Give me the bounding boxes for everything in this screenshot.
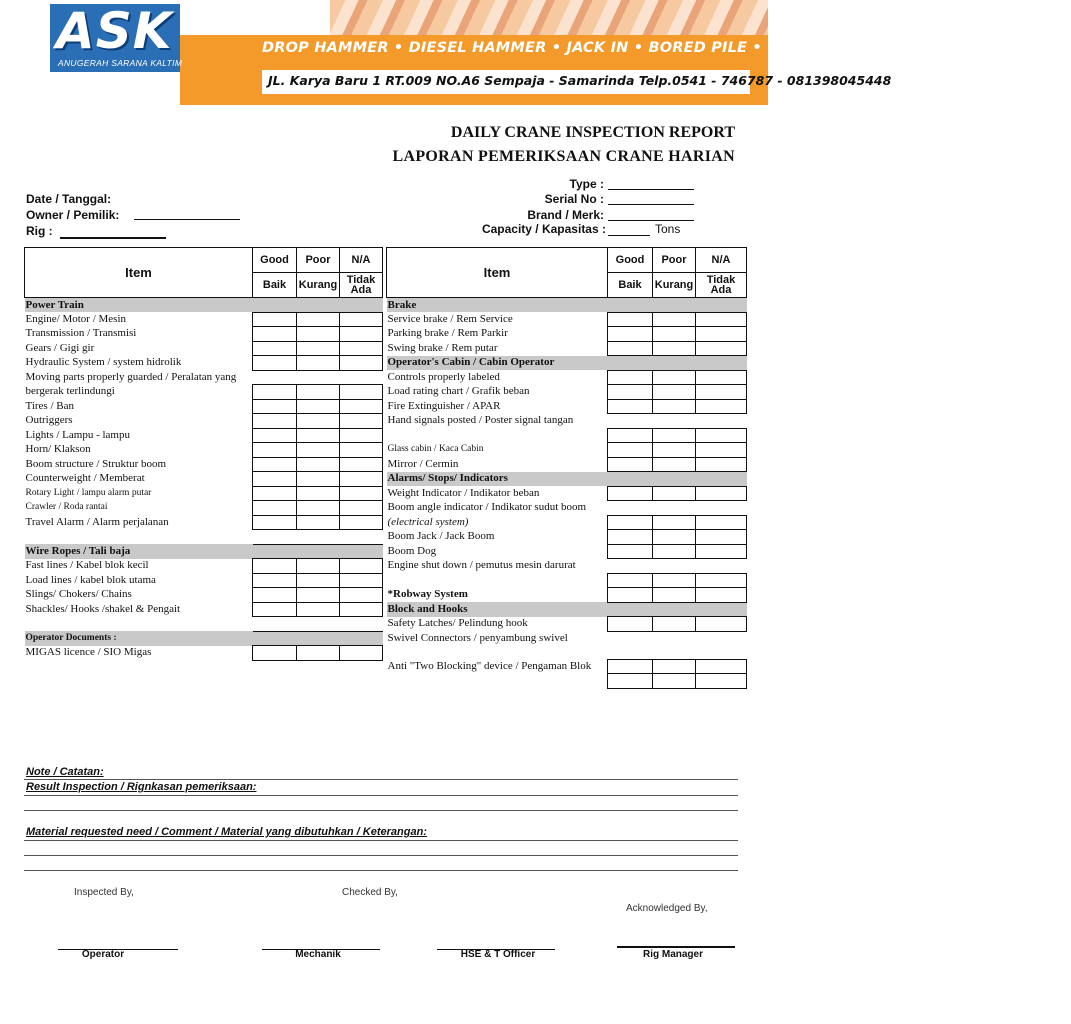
left-inspection-table bbox=[24, 247, 383, 674]
item-label bbox=[387, 573, 608, 588]
item-label: Parking brake / Rem Parkir bbox=[387, 327, 608, 342]
check-good[interactable] bbox=[253, 602, 297, 617]
check-poor[interactable] bbox=[653, 428, 696, 443]
table-row bbox=[387, 428, 747, 443]
check-na[interactable] bbox=[340, 356, 383, 371]
check-na[interactable] bbox=[696, 428, 747, 443]
check-na[interactable] bbox=[340, 501, 383, 516]
check-poor[interactable] bbox=[653, 385, 696, 400]
item-label: Engine shut down / pemutus mesin darurat bbox=[387, 559, 576, 572]
item-label: Shackles/ Hooks /shakel & Pengait bbox=[25, 602, 253, 617]
item-label: Crawler / Roda rantai bbox=[25, 501, 253, 516]
check-na[interactable] bbox=[696, 370, 747, 385]
address-box bbox=[262, 70, 892, 94]
item-label: Safety Latches/ Pelindung hook bbox=[387, 617, 608, 632]
rig-label: Rig : bbox=[26, 224, 53, 238]
type-label: Type : bbox=[569, 177, 604, 191]
check-na bbox=[696, 298, 747, 313]
check-good bbox=[608, 602, 653, 617]
result-line-1[interactable] bbox=[24, 795, 738, 796]
item-label bbox=[387, 428, 608, 443]
check-na[interactable] bbox=[340, 385, 383, 400]
report-title-en: DAILY CRANE INSPECTION REPORT bbox=[450, 124, 735, 141]
table-row bbox=[25, 385, 383, 400]
check-poor[interactable] bbox=[297, 457, 340, 472]
check-na[interactable] bbox=[696, 617, 747, 632]
item-label: Rotary Light / lampu alarm putar bbox=[25, 486, 253, 501]
check-good[interactable] bbox=[253, 457, 297, 472]
section-header-row bbox=[25, 631, 383, 646]
tons-unit: Tons bbox=[655, 222, 681, 236]
table-row bbox=[25, 472, 383, 487]
table-row bbox=[25, 530, 383, 545]
table-row bbox=[387, 370, 747, 385]
check-na bbox=[696, 602, 747, 617]
mechanic-label: Mechanik bbox=[295, 949, 341, 960]
check-poor[interactable] bbox=[653, 544, 696, 559]
check-good[interactable] bbox=[608, 530, 653, 545]
material-line-3[interactable] bbox=[24, 870, 738, 871]
na-header: N/A bbox=[696, 248, 747, 273]
check-good[interactable] bbox=[253, 501, 297, 516]
good-header: Good bbox=[608, 248, 653, 273]
table-row bbox=[387, 674, 747, 689]
check-na[interactable] bbox=[340, 312, 383, 327]
item-label: Load lines / kabel blok utama bbox=[25, 573, 253, 588]
check-poor[interactable] bbox=[297, 515, 340, 530]
header-decoration bbox=[330, 0, 768, 36]
good-header: Good bbox=[253, 248, 297, 273]
check-poor[interactable] bbox=[297, 602, 340, 617]
item-label: Transmission / Transmisi bbox=[25, 327, 253, 342]
table-row bbox=[25, 617, 383, 632]
check-good bbox=[253, 298, 297, 313]
table-row bbox=[387, 573, 747, 588]
section-header-row bbox=[25, 298, 383, 313]
item-label: Boom Dog bbox=[387, 544, 608, 559]
check-good[interactable] bbox=[608, 341, 653, 356]
check-na bbox=[696, 472, 747, 487]
material-line-1[interactable] bbox=[24, 840, 738, 841]
item-label: MIGAS licence / SIO Migas bbox=[25, 646, 253, 661]
check-good[interactable] bbox=[608, 443, 653, 458]
check-na[interactable] bbox=[696, 530, 747, 545]
check-good[interactable] bbox=[253, 588, 297, 603]
check-na[interactable] bbox=[696, 327, 747, 342]
check-na bbox=[340, 544, 383, 559]
item-label: Swivel Connectors / penyambung swivel bbox=[387, 631, 568, 644]
table-row bbox=[25, 399, 383, 414]
item-label bbox=[387, 674, 608, 689]
item-label: Controls properly labeled bbox=[387, 370, 608, 385]
item-label: Boom structure / Struktur boom bbox=[25, 457, 253, 472]
item-label: Gears / Gigi gir bbox=[25, 341, 253, 356]
section-title: Brake bbox=[387, 298, 608, 313]
check-poor[interactable] bbox=[297, 472, 340, 487]
kurang-header: Kurang bbox=[297, 273, 340, 298]
check-na[interactable] bbox=[340, 602, 383, 617]
check-poor bbox=[653, 602, 696, 617]
table-row bbox=[25, 428, 383, 443]
table-row bbox=[25, 457, 383, 472]
table-row bbox=[25, 573, 383, 588]
check-good[interactable] bbox=[608, 659, 653, 674]
check-poor[interactable] bbox=[297, 588, 340, 603]
check-poor[interactable] bbox=[297, 486, 340, 501]
table-row bbox=[387, 659, 747, 674]
check-poor[interactable] bbox=[297, 385, 340, 400]
check-poor[interactable] bbox=[297, 327, 340, 342]
table-row bbox=[25, 414, 383, 429]
check-good[interactable] bbox=[608, 457, 653, 472]
check-poor[interactable] bbox=[653, 573, 696, 588]
table-row bbox=[387, 588, 747, 603]
check-na[interactable] bbox=[340, 443, 383, 458]
table-row bbox=[25, 443, 383, 458]
check-good bbox=[253, 544, 297, 559]
section-header-row bbox=[25, 544, 383, 559]
table-row bbox=[387, 530, 747, 545]
check-poor[interactable] bbox=[653, 457, 696, 472]
table-row bbox=[387, 544, 747, 559]
item-label: Hydraulic System / system hidrolik bbox=[25, 356, 253, 371]
table-row bbox=[25, 588, 383, 603]
section-title: Power Train bbox=[25, 298, 253, 313]
material-line-2[interactable] bbox=[24, 855, 738, 856]
item-label: Counterweight / Memberat bbox=[25, 472, 253, 487]
check-good[interactable] bbox=[253, 356, 297, 371]
hse-officer-label: HSE & T Officer bbox=[460, 949, 536, 960]
check-good[interactable] bbox=[253, 327, 297, 342]
baik-header: Baik bbox=[253, 273, 297, 298]
item-label: bergerak terlindungi bbox=[25, 385, 253, 400]
table-row bbox=[387, 399, 747, 414]
table-row bbox=[387, 501, 747, 516]
table-row bbox=[25, 370, 383, 385]
check-good[interactable] bbox=[608, 588, 653, 603]
logo-text: ASK bbox=[56, 2, 173, 60]
tidak-ada-header: Tidak Ada bbox=[696, 273, 747, 298]
check-good[interactable] bbox=[253, 399, 297, 414]
check-good[interactable] bbox=[608, 327, 653, 342]
section-title: Wire Ropes / Tali baja bbox=[25, 544, 253, 559]
check-na[interactable] bbox=[696, 573, 747, 588]
check-na[interactable] bbox=[696, 443, 747, 458]
check-poor bbox=[297, 631, 340, 646]
item-label: Anti "Two Blocking" device / Pengaman Blok bbox=[387, 659, 608, 674]
check-poor[interactable] bbox=[653, 443, 696, 458]
section-title: Alarms/ Stops/ Indicators bbox=[387, 472, 608, 487]
check-good[interactable] bbox=[253, 428, 297, 443]
section-header-row bbox=[387, 356, 747, 371]
table-row bbox=[25, 327, 383, 342]
table-row bbox=[387, 312, 747, 327]
check-good[interactable] bbox=[253, 646, 297, 661]
table-row bbox=[387, 443, 747, 458]
check-na[interactable] bbox=[340, 428, 383, 443]
check-na bbox=[340, 631, 383, 646]
check-na[interactable] bbox=[340, 646, 383, 661]
check-na[interactable] bbox=[696, 341, 747, 356]
check-na[interactable] bbox=[340, 472, 383, 487]
table-row bbox=[387, 414, 747, 429]
check-na[interactable] bbox=[340, 414, 383, 429]
check-good[interactable] bbox=[608, 399, 653, 414]
check-poor[interactable] bbox=[297, 356, 340, 371]
check-poor[interactable] bbox=[297, 559, 340, 574]
check-poor[interactable] bbox=[653, 674, 696, 689]
check-poor[interactable] bbox=[653, 312, 696, 327]
owner-field[interactable] bbox=[134, 219, 240, 220]
check-good[interactable] bbox=[608, 544, 653, 559]
table-row bbox=[387, 645, 747, 659]
check-poor[interactable] bbox=[653, 399, 696, 414]
material-label: Material requested need / Comment / Material yang dibutuhkan / Keterangan: bbox=[26, 826, 427, 838]
check-good[interactable] bbox=[253, 559, 297, 574]
item-label: Lights / Lampu - lampu bbox=[25, 428, 253, 443]
table-row bbox=[25, 559, 383, 574]
section-header-row bbox=[387, 602, 747, 617]
check-na[interactable] bbox=[696, 588, 747, 603]
check-na[interactable] bbox=[340, 486, 383, 501]
check-good bbox=[608, 298, 653, 313]
item-label: Horn/ Klakson bbox=[25, 443, 253, 458]
item-label: Service brake / Rem Service bbox=[387, 312, 608, 327]
item-label: Moving parts properly guarded / Peralatan yang bbox=[25, 370, 237, 383]
item-label: Mirror / Cermin bbox=[387, 457, 608, 472]
result-line-2[interactable] bbox=[24, 810, 738, 811]
check-na[interactable] bbox=[340, 327, 383, 342]
check-good bbox=[608, 472, 653, 487]
check-good[interactable] bbox=[253, 486, 297, 501]
rig-manager-signature-line[interactable] bbox=[617, 946, 735, 948]
check-poor bbox=[653, 472, 696, 487]
check-poor[interactable] bbox=[297, 341, 340, 356]
table-row bbox=[387, 515, 747, 530]
check-na bbox=[340, 298, 383, 313]
check-good[interactable] bbox=[608, 312, 653, 327]
type-field[interactable] bbox=[608, 189, 694, 190]
check-good bbox=[253, 631, 297, 646]
check-poor[interactable] bbox=[653, 617, 696, 632]
check-good[interactable] bbox=[253, 573, 297, 588]
item-label: (electrical system) bbox=[387, 515, 608, 530]
section-header-row bbox=[387, 472, 747, 487]
table-row bbox=[25, 660, 383, 674]
check-na[interactable] bbox=[340, 515, 383, 530]
item-label: Tires / Ban bbox=[25, 399, 253, 414]
table-row bbox=[387, 385, 747, 400]
section-title: Block and Hooks bbox=[387, 602, 608, 617]
check-poor[interactable] bbox=[297, 312, 340, 327]
check-na[interactable] bbox=[696, 486, 747, 501]
owner-label: Owner / Pemilik: bbox=[26, 208, 120, 222]
check-good[interactable] bbox=[608, 486, 653, 501]
na-header: N/A bbox=[340, 248, 383, 273]
item-label: Glass cabin / Kaca Cabin bbox=[387, 443, 608, 458]
check-poor[interactable] bbox=[653, 530, 696, 545]
brand-field[interactable] bbox=[608, 220, 694, 221]
item-label: Travel Alarm / Alarm perjalanan bbox=[25, 515, 253, 530]
table-row bbox=[387, 617, 747, 632]
item-label: Boom Jack / Jack Boom bbox=[387, 530, 608, 545]
table-row bbox=[25, 356, 383, 371]
item-label: Outriggers bbox=[25, 414, 253, 429]
check-na[interactable] bbox=[340, 399, 383, 414]
item-label bbox=[25, 530, 383, 545]
check-poor bbox=[297, 298, 340, 313]
poor-header: Poor bbox=[653, 248, 696, 273]
check-poor[interactable] bbox=[653, 327, 696, 342]
check-poor[interactable] bbox=[653, 588, 696, 603]
check-na[interactable] bbox=[696, 385, 747, 400]
check-na[interactable] bbox=[696, 659, 747, 674]
check-na[interactable] bbox=[696, 312, 747, 327]
check-na[interactable] bbox=[696, 515, 747, 530]
item-label: Swing brake / Rem putar bbox=[387, 341, 608, 356]
table-row bbox=[387, 457, 747, 472]
services-line: DROP HAMMER • DIESEL HAMMER • JACK IN • BORED PILE • TRIPOD • SUPPLY AND CONTRACTOR bbox=[262, 40, 1071, 56]
rig-field[interactable] bbox=[60, 237, 166, 239]
check-good[interactable] bbox=[608, 428, 653, 443]
check-poor[interactable] bbox=[297, 428, 340, 443]
baik-header: Baik bbox=[608, 273, 653, 298]
check-poor[interactable] bbox=[653, 486, 696, 501]
item-label: Boom angle indicator / Indikator sudut boom bbox=[387, 501, 587, 514]
table-row bbox=[25, 515, 383, 530]
tidak-ada-header: Tidak Ada bbox=[340, 273, 383, 298]
section-header-row bbox=[387, 298, 747, 313]
check-good[interactable] bbox=[608, 370, 653, 385]
table-row bbox=[25, 486, 383, 501]
table-row bbox=[25, 501, 383, 516]
check-good bbox=[608, 356, 653, 371]
check-good[interactable] bbox=[253, 515, 297, 530]
report-title-id: LAPORAN PEMERIKSAAN CRANE HARIAN bbox=[392, 148, 735, 165]
check-good[interactable] bbox=[608, 515, 653, 530]
item-label: Fire Extinguisher / APAR bbox=[387, 399, 608, 414]
item-label: Fast lines / Kabel blok kecil bbox=[25, 559, 253, 574]
item-label: Hand signals posted / Poster signal tangan bbox=[387, 414, 574, 427]
check-poor[interactable] bbox=[297, 573, 340, 588]
acknowledged-by-label: Acknowledged By, bbox=[626, 903, 708, 914]
check-na bbox=[696, 356, 747, 371]
table-row bbox=[387, 559, 747, 574]
check-poor[interactable] bbox=[653, 515, 696, 530]
item-label: Load rating chart / Grafik beban bbox=[387, 385, 608, 400]
capacity-field[interactable] bbox=[608, 235, 650, 236]
check-good[interactable] bbox=[608, 617, 653, 632]
item-label: Slings/ Chokers/ Chains bbox=[25, 588, 253, 603]
capacity-label: Capacity / Kapasitas : bbox=[481, 222, 606, 236]
operator-label: Operator bbox=[81, 949, 125, 960]
check-good[interactable] bbox=[253, 414, 297, 429]
check-poor[interactable] bbox=[297, 501, 340, 516]
rig-manager-label: Rig Manager bbox=[642, 949, 703, 960]
note-label: Note / Catatan: bbox=[26, 766, 104, 778]
check-poor[interactable] bbox=[297, 646, 340, 661]
item-label bbox=[25, 617, 383, 632]
check-na[interactable] bbox=[340, 341, 383, 356]
serial-field[interactable] bbox=[608, 204, 694, 205]
table-row bbox=[387, 631, 747, 645]
check-poor bbox=[653, 298, 696, 313]
check-na[interactable] bbox=[340, 559, 383, 574]
item-label: *Robway System bbox=[387, 588, 608, 603]
table-row bbox=[25, 312, 383, 327]
check-good[interactable] bbox=[253, 341, 297, 356]
check-na[interactable] bbox=[340, 588, 383, 603]
table-row bbox=[25, 602, 383, 617]
poor-header: Poor bbox=[297, 248, 340, 273]
serial-label: Serial No : bbox=[544, 192, 604, 206]
check-good[interactable] bbox=[253, 312, 297, 327]
check-good[interactable] bbox=[253, 443, 297, 458]
check-good[interactable] bbox=[608, 573, 653, 588]
table-row bbox=[25, 646, 383, 661]
check-na[interactable] bbox=[340, 573, 383, 588]
address-text: JL. Karya Baru 1 RT.009 NO.A6 Sempaja - Samarinda Telp.0541 - 746787 - 081398045448 bbox=[268, 73, 892, 88]
check-good[interactable] bbox=[608, 674, 653, 689]
item-header: Item bbox=[25, 248, 253, 298]
item-label: Engine/ Motor / Mesin bbox=[25, 312, 253, 327]
date-label: Date / Tanggal: bbox=[26, 192, 112, 206]
check-good[interactable] bbox=[608, 385, 653, 400]
check-poor bbox=[653, 356, 696, 371]
logo-subtitle: ANUGERAH SARANA KALTIM bbox=[58, 58, 183, 68]
check-poor[interactable] bbox=[297, 443, 340, 458]
check-poor bbox=[297, 544, 340, 559]
checked-by-label: Checked By, bbox=[342, 887, 398, 898]
check-poor[interactable] bbox=[653, 341, 696, 356]
item-header: Item bbox=[387, 248, 608, 298]
right-inspection-table bbox=[386, 247, 747, 689]
section-title: Operator's Cabin / Cabin Operator bbox=[387, 356, 608, 371]
check-poor[interactable] bbox=[297, 414, 340, 429]
check-na[interactable] bbox=[340, 457, 383, 472]
section-title: Operator Documents : bbox=[25, 631, 253, 646]
check-na[interactable] bbox=[696, 457, 747, 472]
check-good[interactable] bbox=[253, 385, 297, 400]
item-label bbox=[25, 660, 383, 674]
kurang-header: Kurang bbox=[653, 273, 696, 298]
check-na[interactable] bbox=[696, 544, 747, 559]
item-label bbox=[387, 645, 747, 659]
table-row bbox=[387, 327, 747, 342]
table-row bbox=[387, 486, 747, 501]
check-poor[interactable] bbox=[653, 370, 696, 385]
check-poor[interactable] bbox=[297, 399, 340, 414]
brand-label: Brand / Merk: bbox=[527, 208, 604, 222]
check-good[interactable] bbox=[253, 472, 297, 487]
inspected-by-label: Inspected By, bbox=[74, 887, 134, 898]
check-poor[interactable] bbox=[653, 659, 696, 674]
check-na[interactable] bbox=[696, 399, 747, 414]
table-row bbox=[387, 341, 747, 356]
result-label: Result Inspection / Rignkasan pemeriksaan: bbox=[26, 781, 257, 793]
item-label: Weight Indicator / Indikator beban bbox=[387, 486, 608, 501]
note-line[interactable] bbox=[24, 779, 738, 780]
table-row bbox=[25, 341, 383, 356]
check-na[interactable] bbox=[696, 674, 747, 689]
